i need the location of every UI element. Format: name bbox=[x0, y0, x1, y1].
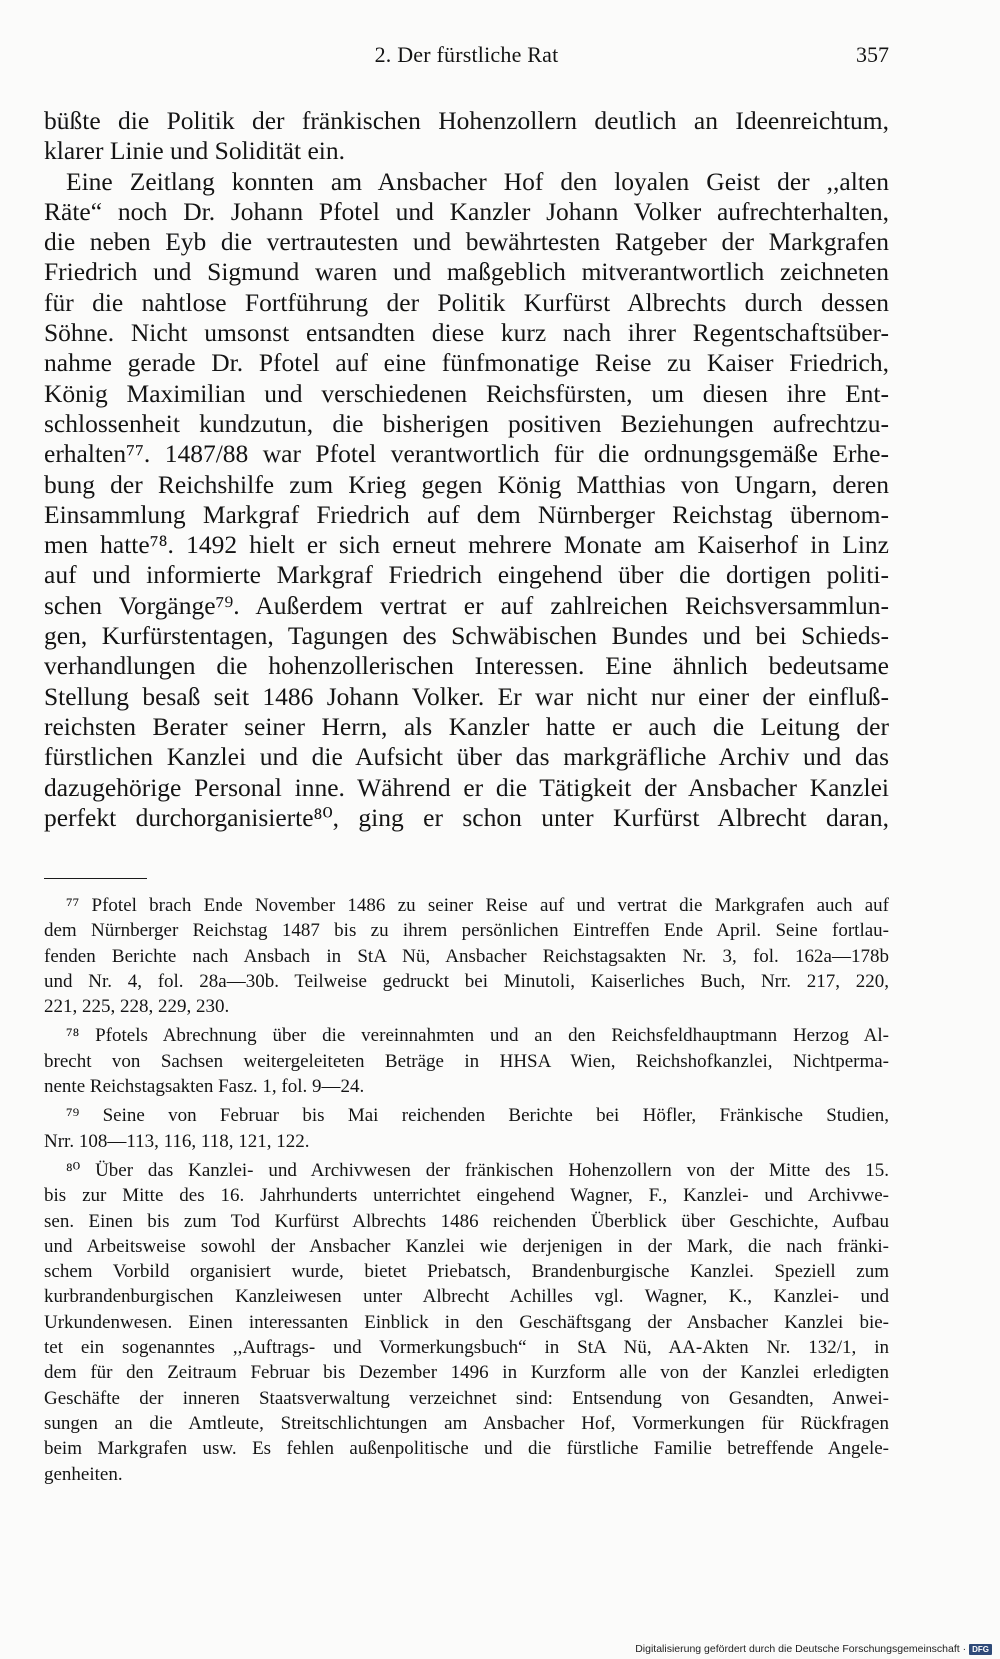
text-line: klarer Linie und Solidität ein. bbox=[44, 136, 345, 166]
footnote-79 bbox=[44, 1103, 889, 1154]
page-header bbox=[44, 42, 889, 76]
footnote-line: und Nr. 4, fol. 28a—30b. Teilweise gedruckt bei Minutoli, Kaiserliches Buch, Nrr. 217, 220, bbox=[44, 970, 889, 992]
credit-text: Digitalisierung gefördert durch die Deutsche Forschungsgemeinschaft · bbox=[635, 1643, 967, 1655]
running-head: 2. Der fürstliche Rat bbox=[374, 42, 559, 67]
footnote-line: genheiten. bbox=[44, 1463, 123, 1485]
text-line: Stellung besaß seit 1486 Johann Volker. Er war nicht nur einer der einfluß- bbox=[44, 681, 889, 711]
text-line: die neben Eyb die vertrautesten und bewährtesten Ratgeber der Markgrafen bbox=[44, 227, 889, 257]
footnote-line: sen. Einen bis zum Tod Kurfürst Albrechts 1486 reichenden Überblick über Geschichte, Aufbau bbox=[44, 1210, 889, 1232]
footnote-line: kurbrandenburgischen Kanzleiwesen unter Albrecht Achilles vgl. Wagner, K., Kanzlei- und bbox=[44, 1286, 889, 1308]
text-line: gen, Kurfürstentagen, Tagungen des Schwäbischen Bundes und bei Schieds- bbox=[44, 621, 889, 651]
text-line: Räte“ noch Dr. Johann Pfotel und Kanzler Johann Volker aufrechterhalten, bbox=[44, 196, 889, 226]
footnote-line: Geschäfte der inneren Staatsverwaltung verzeichnet sind: Entsendung von Gesandten, Anwei- bbox=[44, 1387, 889, 1409]
footnote-line: nente Reichstagsakten Fasz. 1, fol. 9—24. bbox=[44, 1076, 365, 1098]
footnote-line: fenden Berichte nach Ansbach in StA Nü, Ansbacher Reichstagsakten Nr. 3, fol. 162a—178b bbox=[44, 945, 889, 967]
text-line: bung der Reichshilfe zum Krieg gegen König Matthias von Ungarn, deren bbox=[44, 469, 889, 499]
text-line: König Maximilian und verschiedenen Reichsfürsten, um diesen ihre Ent- bbox=[44, 378, 889, 408]
footnote-78 bbox=[44, 1023, 889, 1099]
text-line: verhandlungen die hohenzollerischen Interessen. Eine ähnlich bedeutsame bbox=[44, 651, 889, 681]
text-line: schen Vorgänge⁷⁹. Außerdem vertrat er auf zahlreichen Reichsversammlun- bbox=[44, 590, 889, 620]
text-line: büßte die Politik der fränkischen Hohenzollern deutlich an Ideenreichtum, bbox=[44, 106, 889, 135]
footnote-line: beim Markgrafen usw. Es fehlen außenpolitische und die fürstliche Familie betreffende Angele- bbox=[44, 1438, 889, 1460]
footnote-line: ⁸⁰ Über das Kanzlei- und Archivwesen der fränkischen Hohenzollern von der Mitte des 15. bbox=[66, 1159, 889, 1181]
text-line: erhalten⁷⁷. 1487/88 war Pfotel verantwortlich für die ordnungsgemäße Erhe- bbox=[44, 439, 889, 469]
footnote-line: ⁷⁷ Pfotel brach Ende November 1486 zu seiner Reise auf und vertrat die Markgrafen auch auf bbox=[66, 895, 889, 916]
main-text bbox=[44, 106, 889, 833]
text-line: Söhne. Nicht umsonst entsandten diese kurz nach ihrer Regentschaftsüber- bbox=[44, 318, 889, 348]
footnote-line: dem für den Zeitraum Februar bis Dezember 1496 in Kurzform alle von der Kanzlei erledigten bbox=[44, 1362, 889, 1384]
footnote-line: tet ein sogenanntes ,,Auftrags- und Vormerkungsbuch“ in StA Nü, AA-Akten Nr. 132/1, in bbox=[44, 1337, 889, 1359]
footnote-line: ⁷⁹ Seine von Februar bis Mai reichenden Berichte bei Höfler, Fränkische Studien, bbox=[66, 1105, 889, 1127]
text-line: schlossenheit kundzutun, die bisherigen positiven Beziehungen aufrechtzu- bbox=[44, 408, 889, 438]
text-line: fürstlichen Kanzlei und die Aufsicht über das markgräfliche Archiv und das bbox=[44, 742, 889, 772]
footnote-line: Urkundenwesen. Einen interessanten Einblick in den Geschäftsgang der Ansbacher Kanzlei bie- bbox=[44, 1311, 889, 1333]
text-line: Einsammlung Markgraf Friedrich auf dem Nürnberger Reichstag übernom- bbox=[44, 499, 889, 529]
footnote-line: ⁷⁸ Pfotels Abrechnung über die vereinnahmten und an den Reichsfeldhauptmann Herzog Al- bbox=[66, 1025, 889, 1047]
page-number: 357 bbox=[856, 42, 889, 67]
footnote-80 bbox=[44, 1158, 889, 1487]
footnote-line: und Arbeitsweise sowohl der Ansbacher Kanzlei wie derjenigen in der Mark, die nach fränki- bbox=[44, 1235, 889, 1257]
text-line: nahme gerade Dr. Pfotel auf eine fünfmonatige Reise zu Kaiser Friedrich, bbox=[44, 348, 889, 378]
footnote-line: schem Vorbild organisiert wurde, bietet Priebatsch, Brandenburgische Kanzlei. Speziell zum bbox=[44, 1261, 889, 1283]
footnote-77 bbox=[44, 893, 889, 1019]
text-line: auf und informierte Markgraf Friedrich eingehend über die dortigen politi- bbox=[44, 560, 889, 590]
text-line: Friedrich und Sigmund waren und maßgeblich mitverantwortlich zeichneten bbox=[44, 257, 889, 287]
footnote-line: bis zur Mitte des 16. Jahrhunderts unterrichtet eingehend Wagner, F., Kanzlei- und Archivwe- bbox=[44, 1185, 889, 1207]
footnote-line: 221, 225, 228, 229, 230. bbox=[44, 996, 230, 1018]
dfg-logo-icon: DFG bbox=[969, 1644, 992, 1655]
text-line: men hatte⁷⁸. 1492 hielt er sich erneut mehrere Monate am Kaiserhof in Linz bbox=[44, 530, 889, 560]
text-line: Eine Zeitlang konnten am Ansbacher Hof den loyalen Geist der ,,alten bbox=[66, 166, 889, 196]
text-line: für die nahtlose Fortführung der Politik Kurfürst Albrechts durch dessen bbox=[44, 287, 889, 317]
text-line: reichsten Berater seiner Herrn, als Kanzler hatte er auch die Leitung der bbox=[44, 711, 889, 741]
digitization-credit bbox=[635, 1643, 992, 1655]
text-line: perfekt durchorganisierte⁸⁰, ging er schon unter Kurfürst Albrecht daran, bbox=[44, 802, 889, 832]
footnote-rule bbox=[44, 878, 147, 879]
footnote-line: dem Nürnberger Reichstag 1487 bis zu ihrem persönlichen Eintreffen Ende April. Seine fortlau- bbox=[44, 920, 889, 942]
text-line: dazugehörige Personal inne. Während er die Tätigkeit der Ansbacher Kanzlei bbox=[44, 772, 889, 802]
footnote-line: sungen an die Amtleute, Streitschlichtungen am Ansbacher Hof, Vormerkungen für Rückfragen bbox=[44, 1412, 889, 1434]
footnote-line: brecht von Sachsen weitergeleiteten Beträge in HHSA Wien, Reichshofkanzlei, Nichtperma- bbox=[44, 1050, 889, 1072]
footnote-line: Nrr. 108—113, 116, 118, 121, 122. bbox=[44, 1130, 310, 1152]
footnotes bbox=[44, 893, 889, 1491]
